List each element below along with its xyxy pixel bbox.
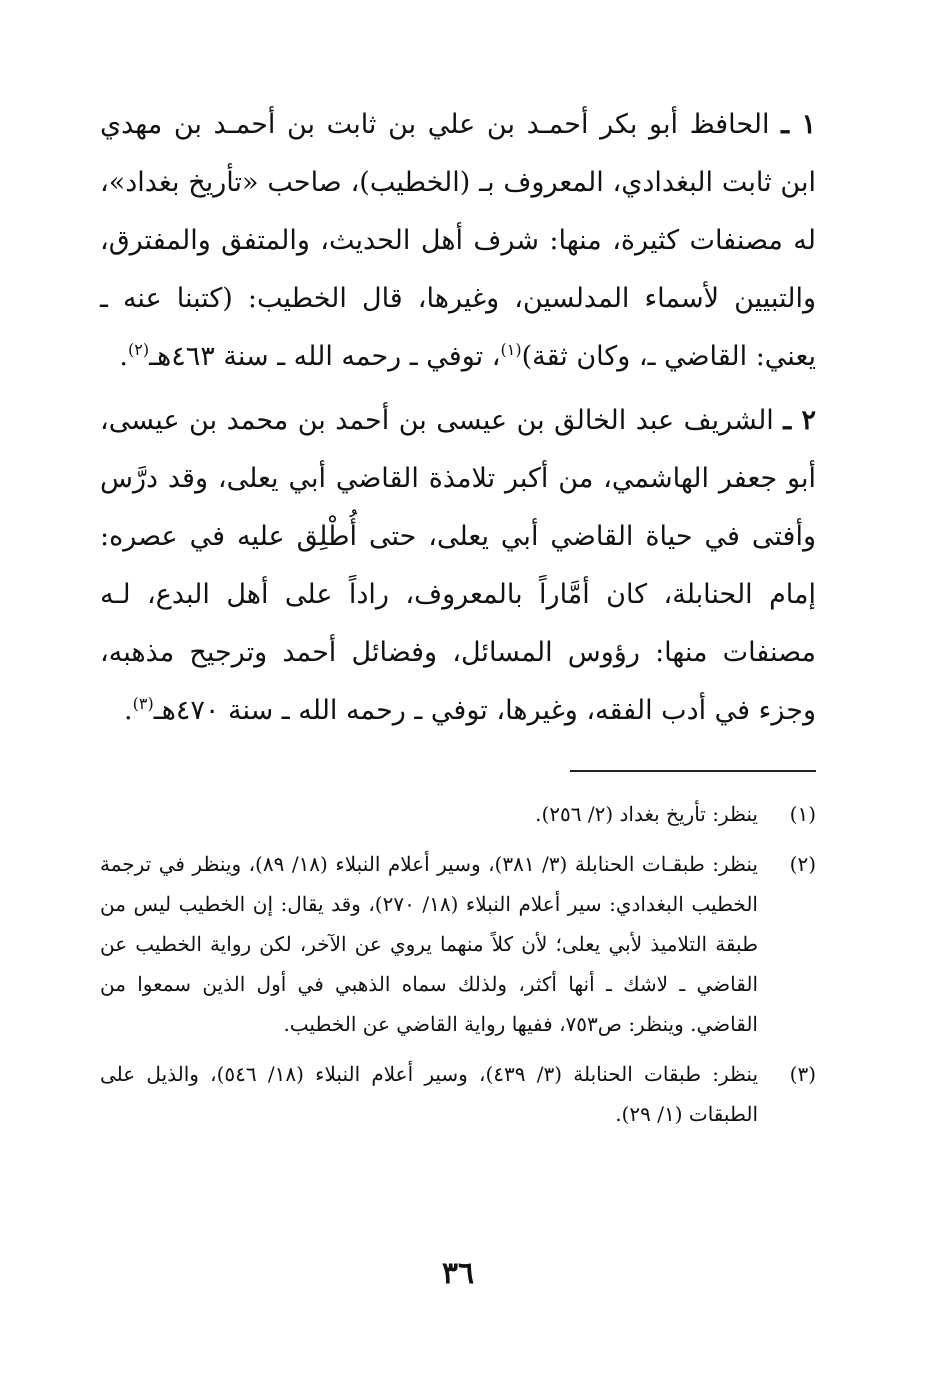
footnote-item xyxy=(100,794,816,834)
footnote-marker: (٢) xyxy=(789,852,816,876)
book-page xyxy=(100,96,816,1326)
footnote-item xyxy=(100,1054,816,1134)
footnote-item xyxy=(100,844,816,1044)
footnote-divider xyxy=(570,770,816,772)
biography-text: ، توفي ـ رحمه الله ـ سنة ٤٦٣هـ xyxy=(149,341,501,372)
biography-entry-sharif xyxy=(100,392,816,740)
page-number: ٣٦ xyxy=(441,1256,475,1291)
footnote-marker: (٣) xyxy=(789,1062,816,1086)
entry-number: ١ ـ xyxy=(781,109,817,140)
footnote-text: ينظر: طبقات الحنابلة (٣/ ٤٣٩)، وسير أعلام النبلاء (١٨/ ٥٤٦)، والذيل على الطبقات (١/ ٢٩). xyxy=(100,1062,759,1126)
footnote-reference[interactable]: (١) xyxy=(500,340,522,359)
sentence-end: . xyxy=(124,695,133,726)
biography-text: الحافظ أبو بكر أحمـد بن علي بن ثابت بن أحمـد بن مهدي ابن ثابت البغدادي، المعروف بـ (الخطيب)، صاحب «تأريخ بغداد»، له مصنفات كثيرة، منها: شرف أهل الحديث، والمتفق والمفترق، والتبيين لأسماء المدلسين، وغيرها، قال الخطيب: (كتبنا عنه ـ يعني: القاضي ـ، وكان ثقة) xyxy=(100,109,816,372)
footnote-text: ينظر: تأريخ بغداد (٢/ ٢٥٦). xyxy=(535,802,758,826)
footnotes-list xyxy=(100,794,816,1134)
footnote-reference[interactable]: (٢) xyxy=(128,340,150,359)
footnote-marker: (١) xyxy=(789,802,816,826)
footnote-reference[interactable]: (٣) xyxy=(132,694,154,713)
biography-text: الشريف عبد الخالق بن عيسى بن أحمد بن محمد بن عيسى، أبو جعفر الهاشمي، من أكبر تلامذة القاضي أبي يعلى، وقد درَّس وأفتى في حياة القاضي أبي يعلى، حتى أُطْلِق عليه في عصره: إمام الحنابلة، كان أمَّاراً بالمعروف، راداً على أهل البدع، لـه مصنفات منها: رؤوس المسائل، وفضائل أحمد وترجيح مذهبه، وجزء في أدب الفقه، وغيرها، توفي ـ رحمه الله ـ سنة ٤٧٠هـ xyxy=(100,405,816,726)
sentence-end: . xyxy=(119,341,129,372)
footnote-text: ينظر: طبقـات الحنابلة (٣/ ٣٨١)، وسير أعلام النبلاء (١٨/ ٨٩)، وينظر في ترجمة الخطيب البغدادي: سير أعلام النبلاء (١٨/ ٢٧٠)، وقد يقال: إن الخطيب ليس من طبقة التلاميذ لأبي يعلى؛ لأن كلاً منهما يروي عن الآخر، لكن رواية الخطيب عن القاضي ـ لاشك ـ أنها أكثر، ولذلك سماه الذهبي في أول الذين سمعوا من القاضي. وينظر: ص٧٥٣، ففيها رواية القاضي عن الخطيب. xyxy=(100,852,758,1036)
entry-number: ٢ ـ xyxy=(783,405,816,436)
biography-entry-khatib xyxy=(100,96,816,386)
